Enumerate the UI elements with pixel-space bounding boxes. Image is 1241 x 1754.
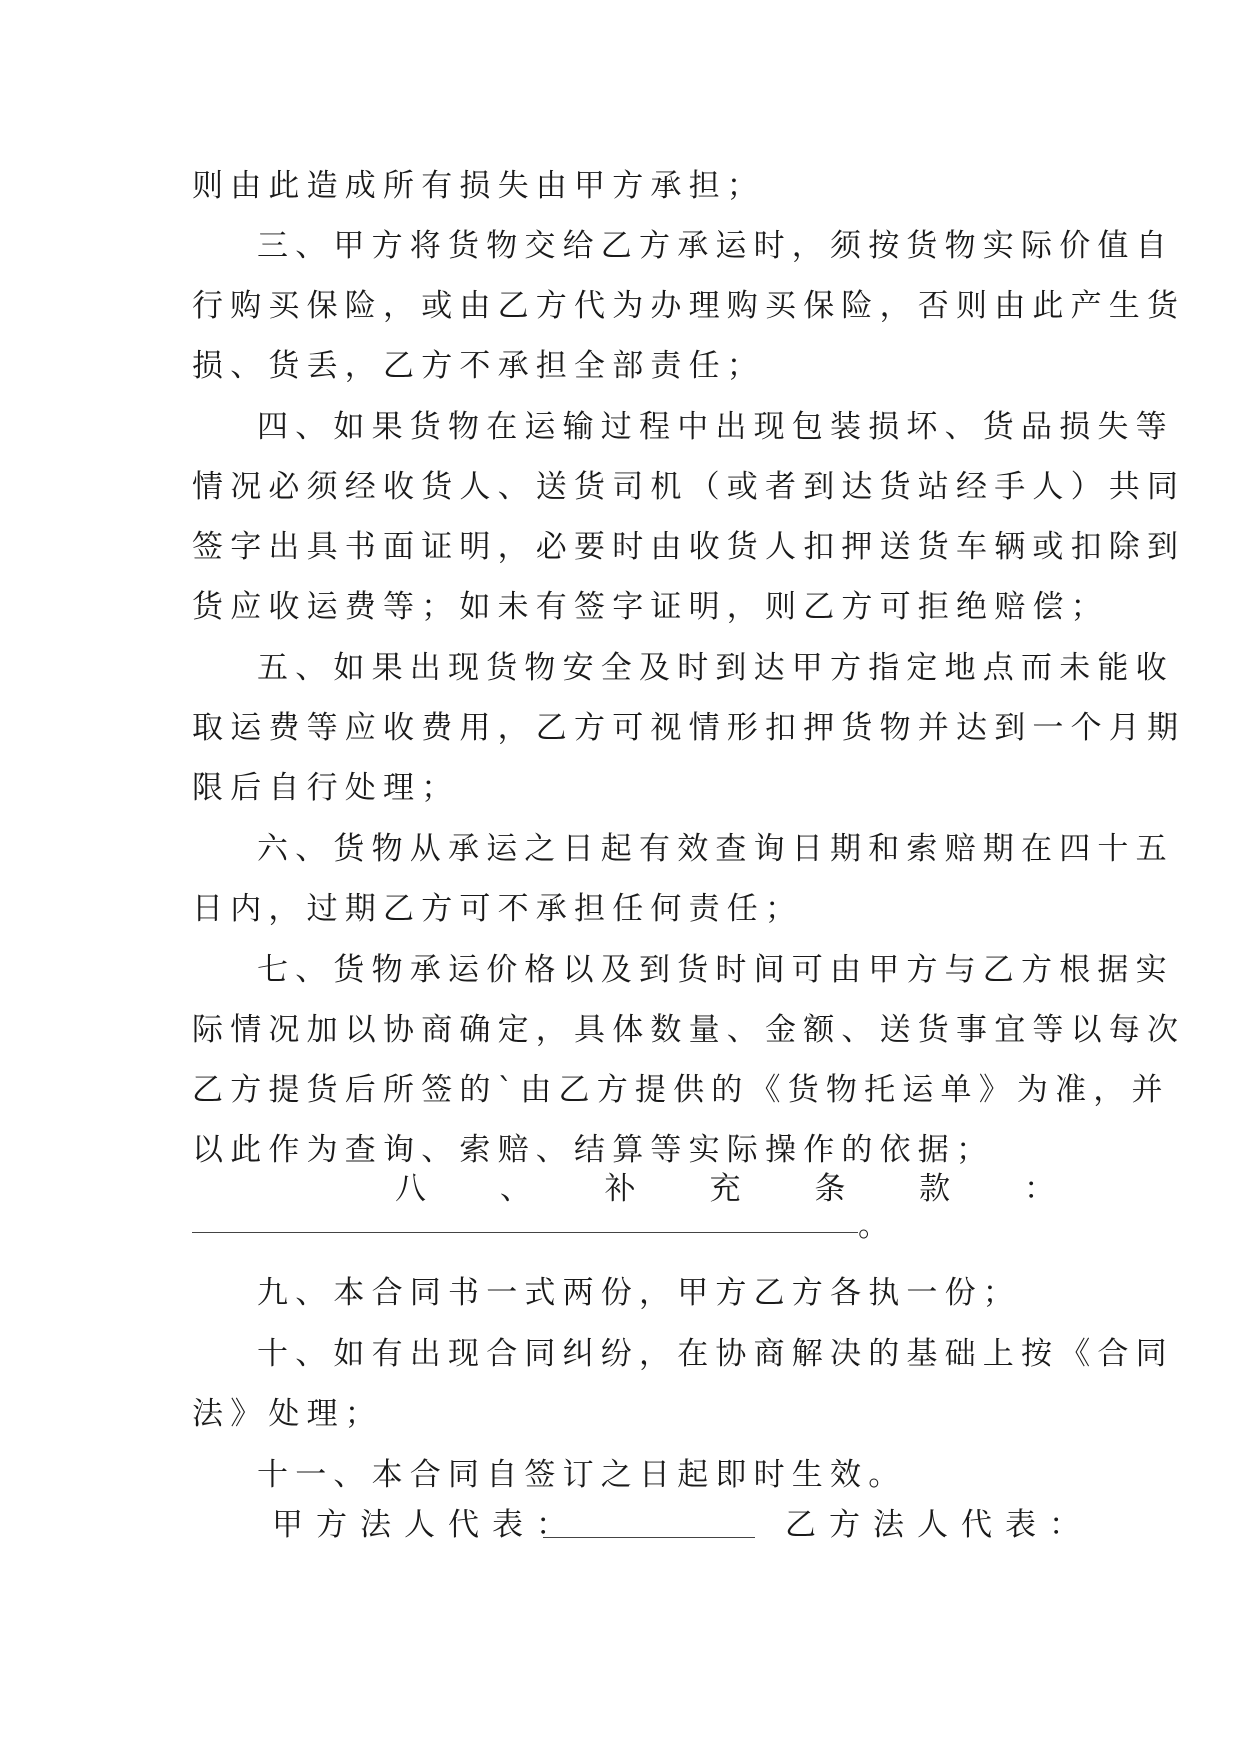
party-b-signature-label: 乙方法人代表： (785, 1507, 1093, 1543)
clause-8-char: ： (1023, 1171, 1055, 1207)
text-line: 十、如有出现合同纠纷，在协商解决的基础上按《合同 (257, 1336, 1174, 1372)
text-line: 日内，过期乙方可不承担任何责任； (192, 891, 804, 927)
text-line: 行购买保险，或由乙方代为办理购买保险，否则由此产生货 (192, 288, 1186, 324)
clause-8-char: 补 (604, 1171, 636, 1207)
clause-8-char: 条 (814, 1171, 846, 1207)
text-line: 则由此造成所有损失由甲方承担； (192, 168, 765, 204)
text-line: 七、货物承运价格以及到货时间可由甲方与乙方根据实 (257, 952, 1174, 988)
text-line: 乙方提货后所签的`由乙方提供的《货物托运单》为准，并 (192, 1072, 1170, 1108)
text-line: 三、甲方将货物交给乙方承运时，须按货物实际价值自 (257, 228, 1174, 264)
text-line: 六、货物从承运之日起有效查询日期和索赔期在四十五 (257, 831, 1174, 867)
clause-8-char: 充 (709, 1171, 741, 1207)
party-a-signature-label: 甲方法人代表： (272, 1507, 580, 1543)
text-line: 限后自行处理； (192, 770, 460, 806)
text-line: 际情况加以协商确定，具体数量、金额、送货事宜等以每次 (192, 1012, 1186, 1048)
text-line: 货应收运费等；如未有签字证明，则乙方可拒绝赔偿； (192, 589, 1109, 625)
text-line: 损、货丢，乙方不承担全部责任； (192, 348, 765, 384)
clause-8-heading (395, 1169, 1055, 1209)
text-line: 签字出具书面证明，必要时由收货人扣押送货车辆或扣除到 (192, 529, 1186, 565)
clause-8-char: 、 (499, 1171, 531, 1207)
text-line: 法》处理； (192, 1396, 383, 1432)
text-line: 四、如果货物在运输过程中出现包装损坏、货品损失等 (257, 409, 1174, 445)
text-line: 以此作为查询、索赔、结算等实际操作的依据； (192, 1132, 995, 1168)
clause-8-period: 。 (858, 1208, 889, 1244)
text-line: 取运费等应收费用，乙方可视情形扣押货物并达到一个月期 (192, 710, 1186, 746)
clause-8-char: 八 (395, 1171, 426, 1207)
clause-8-char: 款 (919, 1171, 951, 1207)
text-line: 五、如果出现货物安全及时到达甲方指定地点而未能收 (257, 650, 1174, 686)
text-line: 九、本合同书一式两份，甲方乙方各执一份； (257, 1275, 1021, 1311)
text-line: 情况必须经收货人、送货司机（或者到达货站经手人）共同 (192, 469, 1186, 505)
fill-in-blank-line (192, 1232, 858, 1233)
party-a-signature-blank (543, 1537, 755, 1538)
text-line: 十一、本合同自签订之日起即时生效。 (257, 1457, 907, 1493)
